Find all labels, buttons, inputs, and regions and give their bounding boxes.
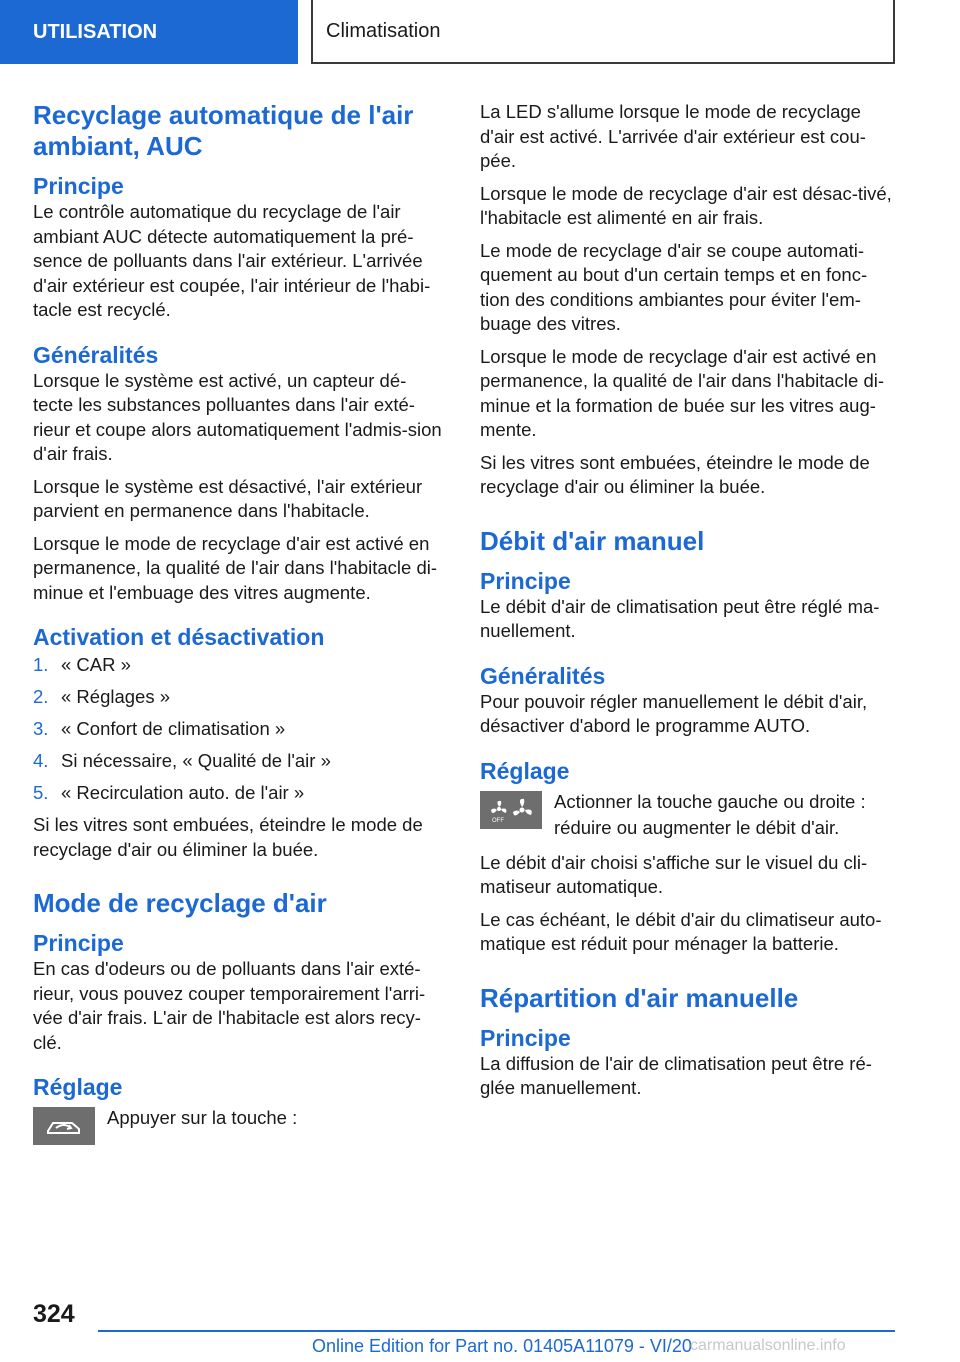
debit-paragraph-2: Le cas échéant, le débit d'air du climatiseur auto-matique est réduit pour ménager la batterie. — [480, 908, 882, 954]
page-number: 324 — [33, 1300, 75, 1328]
section-tab — [0, 0, 298, 64]
debit-generalites-heading: Généralités — [480, 662, 606, 689]
generalites-heading: Généralités — [33, 341, 159, 368]
debit-principe-heading: Principe — [480, 567, 571, 594]
footer-divider — [98, 1330, 895, 1332]
right-column — [480, 100, 892, 1109]
car-recirculation-icon — [33, 1107, 95, 1145]
debit-paragraph-1: Le débit d'air choisi s'affiche sur le visuel du cli-matiseur automatique. — [480, 851, 868, 897]
list-item: 3. « Confort de climatisation » — [33, 718, 286, 739]
principe-text: Le contrôle automatique du recyclage de l'air ambiant AUC détecte automatiquement la pré-sence de polluants dans l'air extérieur. L'arrivée d'air extérieur est coupée, l'air intérieur de l'habi-tacle est recyclé. — [33, 201, 431, 320]
left-column — [33, 100, 445, 1145]
activation-heading: Activation et désactivation — [33, 624, 325, 650]
svg-text:OFF: OFF — [492, 817, 504, 823]
list-item: 2. « Réglages » — [33, 686, 171, 707]
activation-steps — [33, 653, 445, 805]
section-label: UTILISATION — [33, 20, 158, 43]
repartition-title: Répartition d'air manuelle — [480, 982, 799, 1013]
mode-title: Mode de recyclage d'air — [33, 888, 327, 918]
edition-text: Online Edition for Part no. 01405A11079 - VI/20 — [312, 1336, 692, 1356]
led-paragraph-3: Le mode de recyclage d'air se coupe automati-quement au bout d'un certain temps et en fonc-tion des conditions ambiantes pour éviter l'em-buage des vitres. — [480, 239, 868, 334]
led-paragraph-4: Lorsque le mode de recyclage d'air est activé en permanence, la qualité de l'air dans l'habitacle di-minue et la formation de buée sur les vitres aug-mente. — [480, 345, 885, 440]
activation-note: Si les vitres sont embuées, éteindre le mode de recyclage d'air ou éliminer la buée. — [33, 814, 423, 860]
debit-reglage-heading: Réglage — [480, 757, 570, 784]
repartition-principe-text: La diffusion de l'air de climatisation peut être ré-glée manuellement. — [480, 1052, 872, 1098]
debit-generalites-text: Pour pouvoir régler manuellement le débit d'air, désactiver d'abord le programme AUTO. — [480, 690, 868, 736]
list-item: 1. « CAR » — [33, 654, 131, 675]
reglage-text: Appuyer sur la touche : — [107, 1107, 298, 1128]
reglage-heading: Réglage — [33, 1074, 123, 1100]
list-item: 5. « Recirculation auto. de l'air » — [33, 782, 305, 803]
repartition-principe-heading: Principe — [480, 1024, 571, 1051]
list-item: 4. Si nécessaire, « Qualité de l'air » — [33, 750, 331, 771]
auc-title: Recyclage automatique de l'air ambiant, AUC — [33, 100, 414, 161]
principe-heading: Principe — [33, 173, 124, 199]
generalites-paragraph-2: Lorsque le système est désactivé, l'air extérieur parvient en permanence dans l'habitacle. — [33, 475, 423, 521]
led-paragraph-1: La LED s'allume lorsque le mode de recyclage d'air est activé. L'arrivée d'air extérieur est cou-pée. — [480, 101, 866, 171]
generalites-paragraph-3: Lorsque le mode de recyclage d'air est activé en permanence, la qualité de l'air dans l'habitacle di-minue et l'embuage des vitres augmente. — [33, 532, 438, 603]
led-paragraph-5: Si les vitres sont embuées, éteindre le mode de recyclage d'air ou éliminer la buée. — [480, 451, 870, 497]
debit-title: Débit d'air manuel — [480, 525, 705, 556]
led-paragraph-2: Lorsque le mode de recyclage d'air est désac-tivé, l'habitacle est alimenté en air frais. — [480, 182, 892, 228]
mode-principe-heading: Principe — [33, 930, 124, 956]
debit-reglage-text: Actionner la touche gauche ou droite : réduire ou augmenter le débit d'air. — [554, 790, 866, 838]
fan-speed-icon — [480, 791, 542, 829]
chapter-header — [311, 0, 895, 64]
fan-button-row — [480, 789, 892, 841]
recirculation-button-row — [33, 1105, 445, 1145]
debit-principe-text: Le débit d'air de climatisation peut être réglé ma-nuellement. — [480, 595, 880, 641]
mode-principe-text: En cas d'odeurs ou de polluants dans l'air exté-rieur, vous pouvez couper temporairement l'arri-vée d'air frais. L'air de l'habitacle est alors recy-clé. — [33, 958, 426, 1053]
generalites-paragraph-1: Lorsque le système est activé, un capteur dé-tecte les substances polluantes dans l'air exté-rieur et coupe alors automatiquement l'admis-sion d'air frais. — [33, 369, 442, 464]
chapter-label: Climatisation — [326, 19, 441, 42]
watermark: carmanualsonline.info — [690, 1337, 846, 1354]
